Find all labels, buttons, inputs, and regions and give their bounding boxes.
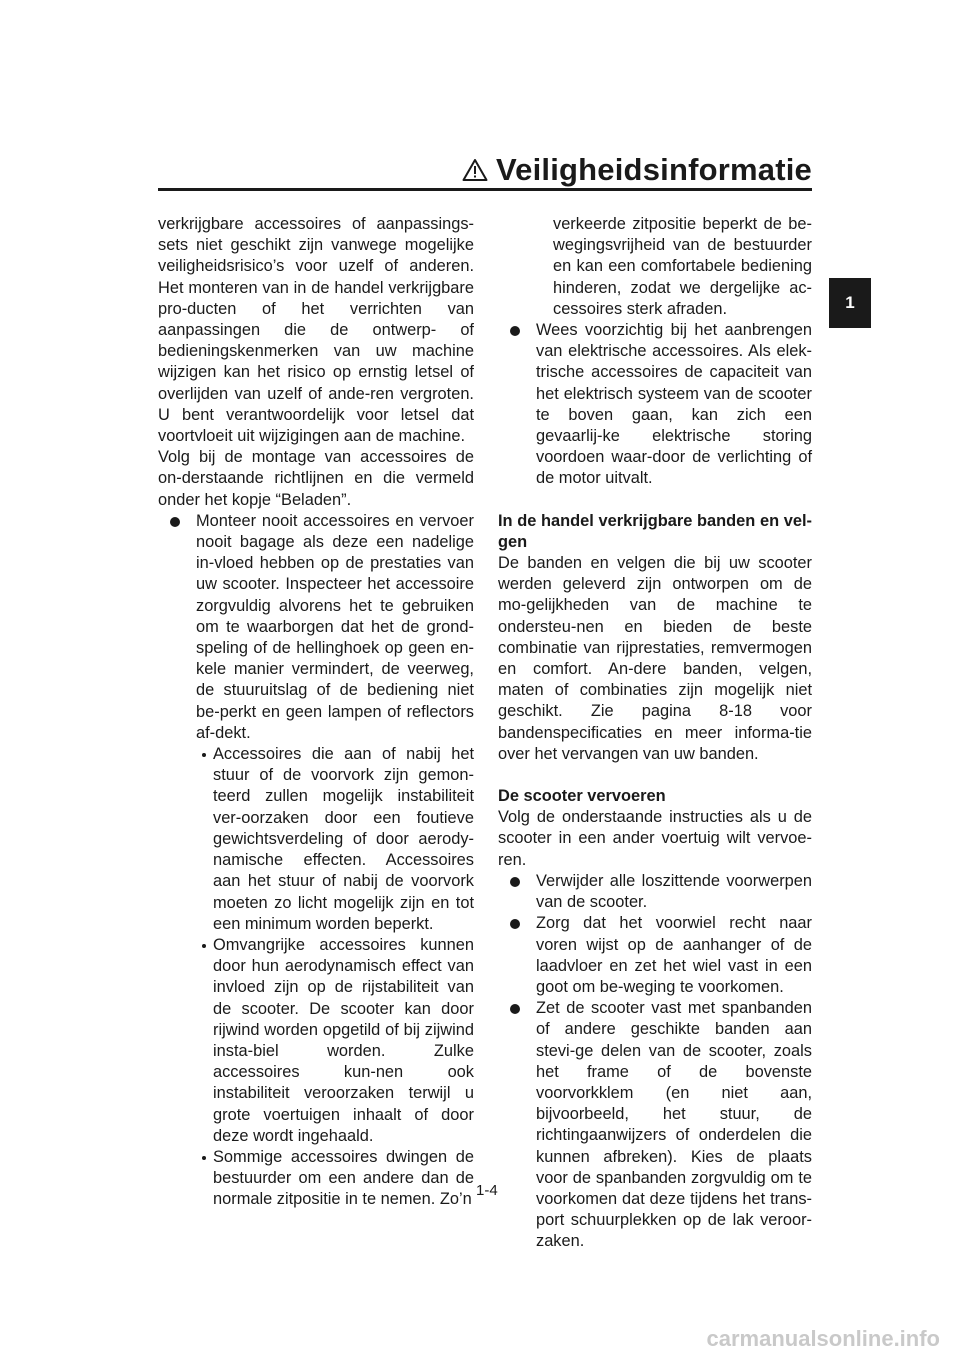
intro-paragraph-2: Volg bij de montage van accessoires de on-derstaande richtlijnen en die vermeld onder het kopje “Beladen”.: [158, 448, 474, 509]
watermark: carmanualsonline.info: [706, 1326, 940, 1351]
bullet-text: Zet de scooter vast met spanbanden of andere geschikte banden aan stevi-ge delen van de scooter, zoals het frame of de bovenste voorvorkklem (en niet aan, bijvoorbeeld, het stuur, de richtingaanwijzers of onderdelen die kunnen afbreken). Kies de plaats voor de spanbanden zorgvuldig om te voorkomen dat deze tijdens het trans-port schuurplekken op de lak veroor-zaken.: [536, 999, 812, 1251]
chapter-tab-label: 1: [845, 293, 855, 312]
section-heading: In de handel verkrijgbare banden en vel-gen: [498, 511, 812, 551]
sub-bullet-dot-icon: [202, 944, 206, 948]
sub-bullet-text: Omvangrijke accessoires kunnen door hun aerodynamisch effect van invloed zijn op de rijstabiliteit van de scooter. De scooter kan door rijwind worden opgetild of bij zijwind insta-biel worden. Zulke accessoires kun-nen ook instabiliteit veroorzaken terwijl u grote voertuigen inhaalt of door deze wordt ingehaald.: [213, 935, 474, 1145]
bullet-text: Zorg dat het voorwiel recht naar voren wijst op de aanhanger of de laadvloer en zet het wiel vast in een goot om be-weging te voorkomen.: [536, 914, 812, 996]
page-title-wrap: [462, 152, 812, 188]
bullet-text: Verwijder alle loszittende voorwerpen van de scooter.: [536, 871, 812, 912]
page-number: 1-4: [476, 1182, 498, 1199]
right-column: [498, 214, 812, 1253]
warning-triangle-icon: [462, 158, 488, 182]
bullet-dot-icon: [510, 1004, 520, 1014]
bullet-dot-icon: [510, 326, 520, 336]
bullet-item: [498, 913, 812, 998]
section-heading: De scooter vervoeren: [498, 787, 666, 806]
sub-bullet-item: [158, 935, 474, 1147]
sub-bullet-item: [158, 744, 474, 935]
section-paragraph: Volg de onderstaande instructies als u de scooter in een ander voertuig wilt vervoe-ren.: [498, 808, 812, 869]
bullet-dot-icon: [170, 517, 180, 527]
sub-bullet-item: [158, 1147, 474, 1211]
bullet-item: [158, 511, 474, 744]
page-title: Veiligheidsinformatie: [495, 152, 812, 187]
sub-bullet-continuation: verkeerde zitpositie beperkt de be-wegingsvrijheid van de bestuurder en kan een comfortabele bediening hinderen, zodat we dergelijke ac-cessoires sterk afraden.: [553, 215, 812, 318]
sub-bullet-dot-icon: [202, 753, 206, 757]
chapter-tab: [829, 278, 871, 328]
intro-paragraph: verkrijgbare accessoires of aanpassings-sets niet geschikt zijn vanwege mogelijke veiligheidsrisico’s voor uzelf of anderen. Het monteren van in de handel verkrijgbare pro-ducten of het verrichten van aanpassingen die de ontwerp- of bedieningskenmerken van uw machine wijzigen kan het risico op ernstig letsel of overlijden van uzelf of ande-ren vergroten. U bent verantwoordelijk voor letsel dat voortvloeit uit wijzigingen aan de machine.: [158, 215, 474, 446]
bullet-item: [498, 871, 812, 913]
bullet-dot-icon: [510, 919, 520, 929]
bullet-dot-icon: [510, 877, 520, 887]
bullet-item: [498, 320, 812, 490]
bullet-item: [498, 998, 812, 1252]
bullet-text: Monteer nooit accessoires en vervoer nooit bagage als deze een nadelige in-vloed hebben op de prestaties van uw scooter. Inspecteer het accessoire zorgvuldig alvorens het te gebruiken om te waarborgen dat het de grond-speling of de hellinghoek op geen en-kele manier vermindert, de veerweg, de stuuruitslag of de bediening niet be-perkt en geen lampen of reflectors af-dekt.: [196, 511, 474, 742]
page-header: [158, 150, 812, 191]
section-paragraph: De banden en velgen die bij uw scooter werden geleverd zijn ontworpen om de mo-gelijkheden van de machine te ondersteu-nen en bieden de beste combinatie van rijprestaties, remvermogen en comfort. An-dere banden, velgen, maten of combinaties zijn mogelijk niet geschikt. Zie pagina 8-18 voor bandenspecificaties en meer informa-tie over het vervangen van uw banden.: [498, 554, 812, 763]
sub-bullet-text: Accessoires die aan of nabij het stuur of de voorvork zijn gemon-teerd zullen mogelijk instabiliteit ver-oorzaken door een foutieve gewichtsverdeling of door aerody-namische effecten. Accessoires aan het stuur of nabij de voorvork moeten zo licht mogelijk zijn en tot een minimum worden beperkt.: [213, 745, 474, 933]
sub-bullet-text: Sommige accessoires dwingen de bestuurder om een andere dan de normale zitpositie in te nemen. Zo’n: [213, 1147, 474, 1209]
sub-bullet-dot-icon: [202, 1156, 206, 1160]
bullet-text: Wees voorzichtig bij het aanbrengen van elektrische accessoires. Als elek-trische accessoires de capaciteit van het elektrisch systeem van de scooter te boven gaan, kan zich een gevaarlij-ke elektrische storing voordoen waar-door de verlichting of de motor uitvalt.: [536, 321, 812, 488]
left-column: [158, 214, 474, 1211]
